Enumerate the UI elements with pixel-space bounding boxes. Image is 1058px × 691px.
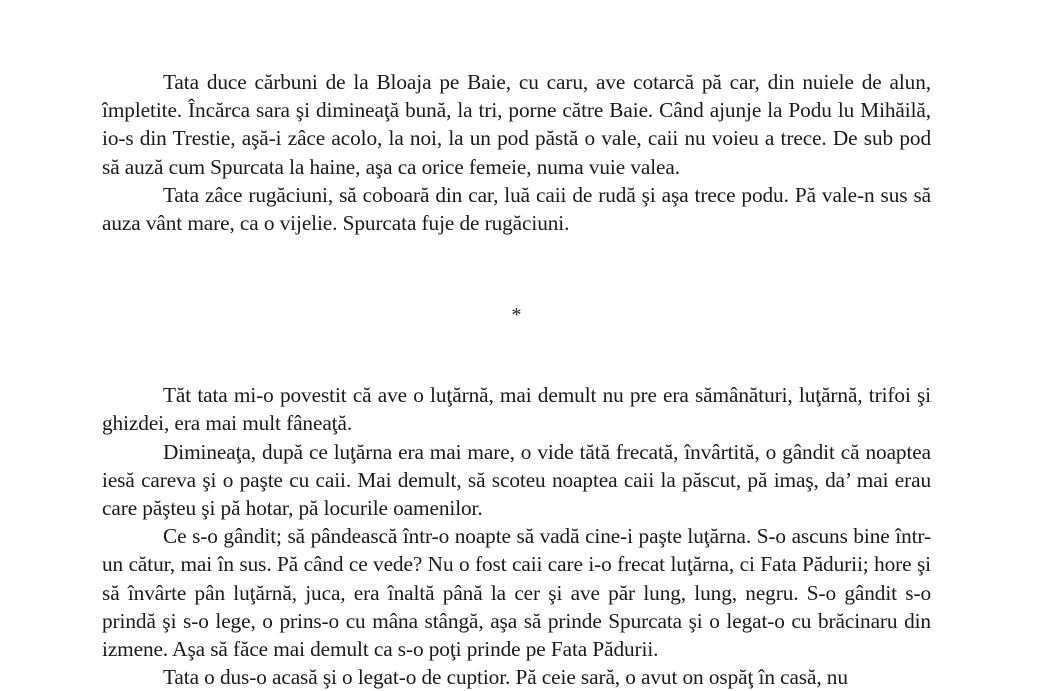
paragraph: Tata o dus-o acasă şi o legat-o de cuptior. Pă ceie sară, o avut on ospăţ în casă, nu [163, 665, 848, 690]
spacer [102, 237, 931, 301]
section-separator-asterisk: * [511, 304, 522, 327]
story-section-1 [102, 68, 931, 237]
spacer [102, 329, 931, 381]
story-section-2 [102, 381, 931, 691]
paragraph: Ce s-o gândit; să pândească într-o noapte să vadă cine-i paşte luţărna. S-o ascuns bine într-un cătur, mai în sus. Pă când ce vede? Nu o fost caii care i-o frecat luţărna, ci Fata Pădurii; hore şi să învârte pân luţărnă, juca, era înaltă până la cer şi ave păr lung, lung, negru. S-o gândit s-o prindă şi s-o lege, o prins-o cu mâna stângă, aşa să prinde Spurcata şi o legat-o cu brăcinaru din izmene. Aşa să făce mai demult ca s-o poţi prinde pe Fata Pădurii. [102, 524, 931, 662]
paragraph: Dimineaţa, după ce luţărna era mai mare, o vide tătă frecată, învârtită, o gândit că noaptea iesă careva şi o paşte cu caii. Mai demult, să scoteu noaptea caii la păscut, pă imaş, da’ mai erau care păşteu şi pă hotar, pă locurile oamenilor. [102, 439, 931, 521]
document-page [102, 68, 931, 691]
paragraph: Tata duce cărbuni de la Bloaja pe Baie, cu caru, ave cotarcă pă car, din nuiele de alun, împletite. Încărca sara şi dimineaţă bună, la tri, porne către Baie. Când ajunje la Podu lu Mihăilă, io-s din Trestie, aşă-i zâce acolo, la noi, la un pod păstă o vale, caii nu voieu a trece. De sub pod să auză cum Spurcata la haine, aşa ca orice femeie, numa vuie valea. [102, 70, 931, 179]
paragraph: Tăt tata mi-o povestit că ave o luţărnă, mai demult nu pre era sămânături, luţărnă, trifoi şi ghizdei, era mai mult fâneaţă. [102, 383, 931, 436]
paragraph: Tata zâce rugăciuni, să coboară din car, luă caii de rudă şi aşa trece podu. Pă vale-n sus să auza vânt mare, ca o vijelie. Spurcata fuje de rugăciuni. [102, 182, 931, 236]
